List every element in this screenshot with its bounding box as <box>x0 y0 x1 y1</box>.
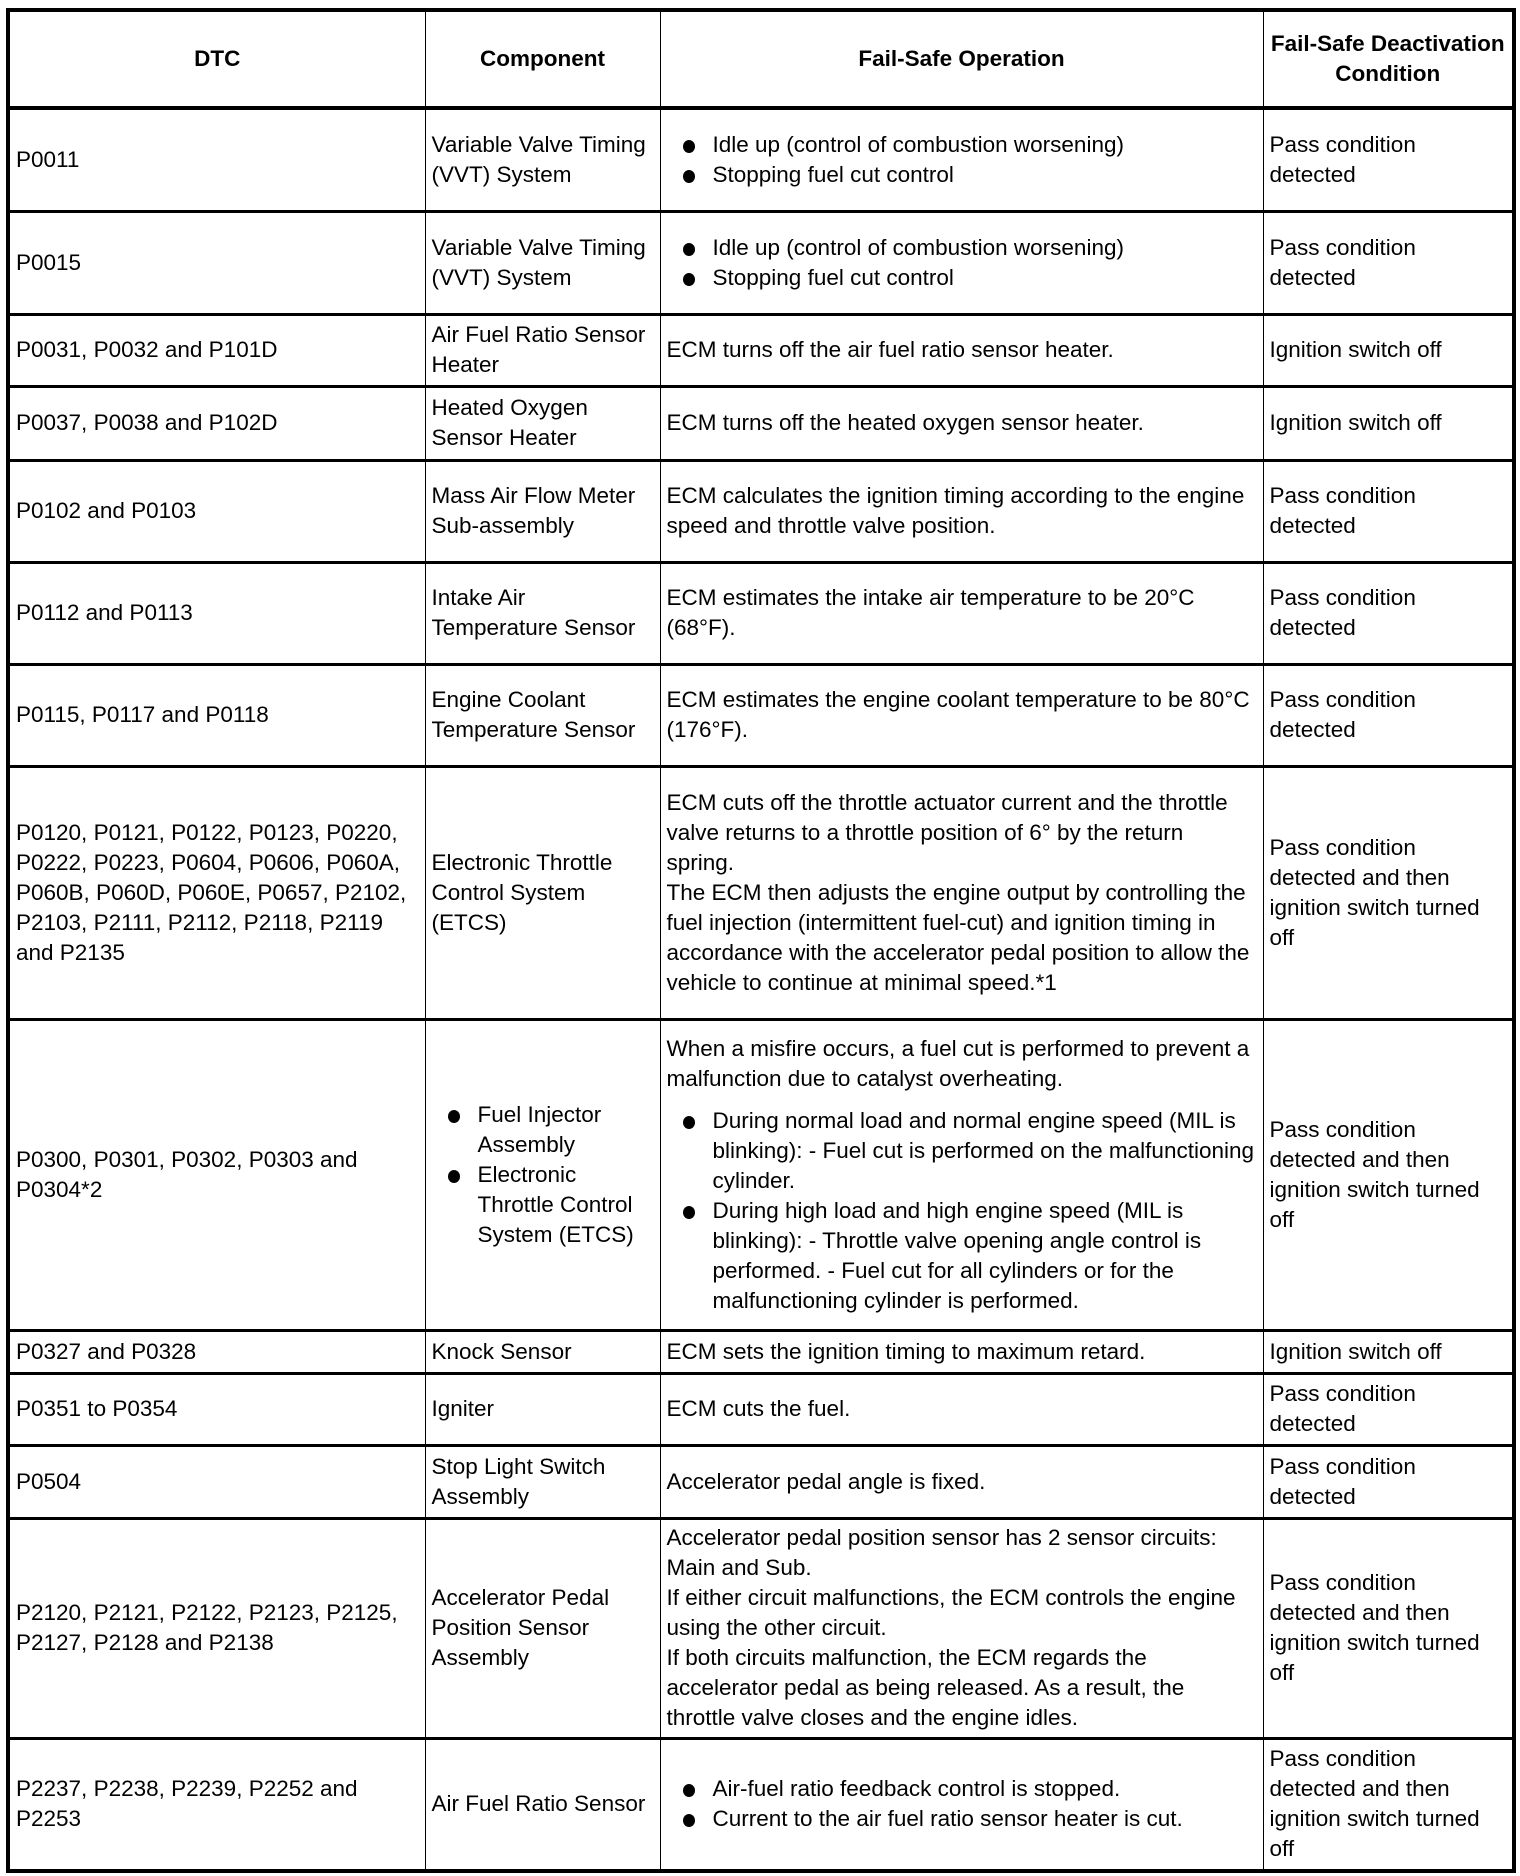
component-cell: Intake Air Temperature Sensor <box>425 562 660 664</box>
operation-cell: ECM turns off the heated oxygen sensor heater. <box>660 386 1263 460</box>
header-deactivation-condition: Fail-Safe Deactivation Condition <box>1263 10 1514 108</box>
dtc-cell: P0327 and P0328 <box>8 1330 425 1373</box>
header-dtc: DTC <box>8 10 425 108</box>
condition-cell: Pass condition detected <box>1263 562 1514 664</box>
bullet-item: Stopping fuel cut control <box>713 263 1257 293</box>
operation-paragraph: If both circuits malfunction, the ECM regards the accelerator pedal as being released. As a result, the throttle valve closes and the engine idles. <box>666 1645 1185 1730</box>
dtc-cell: P0504 <box>8 1445 425 1518</box>
condition-cell: Pass condition detected and then ignition switch turned off <box>1263 766 1514 1019</box>
bullet-list <box>667 130 1257 190</box>
component-cell: Heated Oxygen Sensor Heater <box>425 386 660 460</box>
condition-cell: Pass condition detected <box>1263 1373 1514 1445</box>
component-cell: Knock Sensor <box>425 1330 660 1373</box>
table-row <box>8 460 1514 562</box>
dtc-cell: P0120, P0121, P0122, P0123, P0220, P0222, P0223, P0604, P0606, P060A, P060B, P060D, P060E, P0657, P2102, P2103, P2111, P2112, P2118, P2119 and P2135 <box>8 766 425 1019</box>
table-row <box>8 1518 1514 1738</box>
operation-cell: ECM calculates the ignition timing according to the engine speed and throttle valve position. <box>660 460 1263 562</box>
table-row <box>8 1738 1514 1871</box>
table-row <box>8 211 1514 314</box>
bullet-item: During normal load and normal engine speed (MIL is blinking): - Fuel cut is performed on the malfunctioning cylinder. <box>713 1106 1257 1196</box>
component-cell: Igniter <box>425 1373 660 1445</box>
dtc-cell: P0351 to P0354 <box>8 1373 425 1445</box>
component-cell: Air Fuel Ratio Sensor <box>425 1738 660 1871</box>
bullet-list <box>667 1106 1257 1316</box>
dtc-cell: P0031, P0032 and P101D <box>8 314 425 386</box>
dtc-cell: P0115, P0117 and P0118 <box>8 664 425 766</box>
operation-cell: ECM sets the ignition timing to maximum retard. <box>660 1330 1263 1373</box>
condition-cell: Pass condition detected and then ignition switch turned off <box>1263 1518 1514 1738</box>
operation-cell <box>660 766 1263 1019</box>
table-row <box>8 562 1514 664</box>
dtc-cell: P0300, P0301, P0302, P0303 and P0304*2 <box>8 1019 425 1330</box>
operation-paragraph: If either circuit malfunctions, the ECM controls the engine using the other circuit. <box>666 1585 1236 1640</box>
dtc-cell: P0112 and P0113 <box>8 562 425 664</box>
operation-paragraph: Accelerator pedal position sensor has 2 sensor circuits: Main and Sub. <box>666 1525 1217 1580</box>
operation-cell <box>660 1019 1263 1330</box>
bullet-item: Air-fuel ratio feedback control is stopped. <box>713 1774 1257 1804</box>
fail-safe-table <box>6 8 1516 1873</box>
operation-cell: ECM estimates the intake air temperature to be 20°C (68°F). <box>660 562 1263 664</box>
component-cell: Air Fuel Ratio Sensor Heater <box>425 314 660 386</box>
table-row <box>8 1373 1514 1445</box>
condition-cell: Pass condition detected and then ignition switch turned off <box>1263 1738 1514 1871</box>
operation-cell: ECM cuts the fuel. <box>660 1373 1263 1445</box>
operation-cell <box>660 108 1263 211</box>
header-component: Component <box>425 10 660 108</box>
component-cell: Variable Valve Timing (VVT) System <box>425 211 660 314</box>
condition-cell: Pass condition detected <box>1263 108 1514 211</box>
condition-cell: Pass condition detected <box>1263 460 1514 562</box>
table-row <box>8 1019 1514 1330</box>
dtc-cell: P0015 <box>8 211 425 314</box>
component-cell: Variable Valve Timing (VVT) System <box>425 108 660 211</box>
dtc-cell: P0011 <box>8 108 425 211</box>
table-row <box>8 386 1514 460</box>
bullet-list <box>667 1774 1257 1834</box>
operation-cell: Accelerator pedal angle is fixed. <box>660 1445 1263 1518</box>
bullet-item: Stopping fuel cut control <box>713 160 1257 190</box>
component-cell: Accelerator Pedal Position Sensor Assembly <box>425 1518 660 1738</box>
operation-cell <box>660 1738 1263 1871</box>
bullet-list <box>667 233 1257 293</box>
condition-cell: Ignition switch off <box>1263 1330 1514 1373</box>
component-cell: Engine Coolant Temperature Sensor <box>425 664 660 766</box>
table-row <box>8 1330 1514 1373</box>
bullet-item: Idle up (control of combustion worsening) <box>713 130 1257 160</box>
condition-cell: Ignition switch off <box>1263 314 1514 386</box>
component-cell: Mass Air Flow Meter Sub-assembly <box>425 460 660 562</box>
bullet-item: Fuel Injector Assembly <box>478 1100 654 1160</box>
condition-cell: Pass condition detected and then ignition switch turned off <box>1263 1019 1514 1330</box>
bullet-list <box>432 1100 654 1250</box>
bullet-item: Idle up (control of combustion worsening) <box>713 233 1257 263</box>
dtc-cell: P0037, P0038 and P102D <box>8 386 425 460</box>
dtc-cell: P0102 and P0103 <box>8 460 425 562</box>
condition-cell: Pass condition detected <box>1263 211 1514 314</box>
bullet-item: Electronic Throttle Control System (ETCS) <box>478 1160 654 1250</box>
condition-cell: Pass condition detected <box>1263 664 1514 766</box>
dtc-cell: P2237, P2238, P2239, P2252 and P2253 <box>8 1738 425 1871</box>
operation-paragraph: The ECM then adjusts the engine output by controlling the fuel injection (intermittent fuel-cut) and ignition timing in accordance with the accelerator pedal position to allow the vehicle to continue at minimal speed.*1 <box>666 879 1250 995</box>
table-row <box>8 1445 1514 1518</box>
operation-cell: ECM estimates the engine coolant temperature to be 80°C (176°F). <box>660 664 1263 766</box>
component-cell <box>425 1019 660 1330</box>
operation-paragraph: ECM cuts off the throttle actuator current and the throttle valve returns to a throttle position of 6° by the return spring. <box>666 789 1228 875</box>
dtc-cell: P2120, P2121, P2122, P2123, P2125, P2127, P2128 and P2138 <box>8 1518 425 1738</box>
operation-cell <box>660 1518 1263 1738</box>
table-row <box>8 766 1514 1019</box>
table-header-row <box>8 10 1514 108</box>
bullet-item: During high load and high engine speed (MIL is blinking): - Throttle valve opening angle control is performed. - Fuel cut for all cylinders or for the malfunctioning cylinder is performed. <box>713 1196 1257 1316</box>
component-cell: Electronic Throttle Control System (ETCS) <box>425 766 660 1019</box>
header-fail-safe-operation: Fail-Safe Operation <box>660 10 1263 108</box>
condition-cell: Pass condition detected <box>1263 1445 1514 1518</box>
table-row <box>8 108 1514 211</box>
component-cell: Stop Light Switch Assembly <box>425 1445 660 1518</box>
bullet-item: Current to the air fuel ratio sensor heater is cut. <box>713 1804 1257 1834</box>
operation-cell: ECM turns off the air fuel ratio sensor heater. <box>660 314 1263 386</box>
condition-cell: Ignition switch off <box>1263 386 1514 460</box>
operation-cell <box>660 211 1263 314</box>
operation-intro: When a misfire occurs, a fuel cut is performed to prevent a malfunction due to catalyst overheating. <box>666 1035 1250 1091</box>
table-row <box>8 314 1514 386</box>
table-row <box>8 664 1514 766</box>
